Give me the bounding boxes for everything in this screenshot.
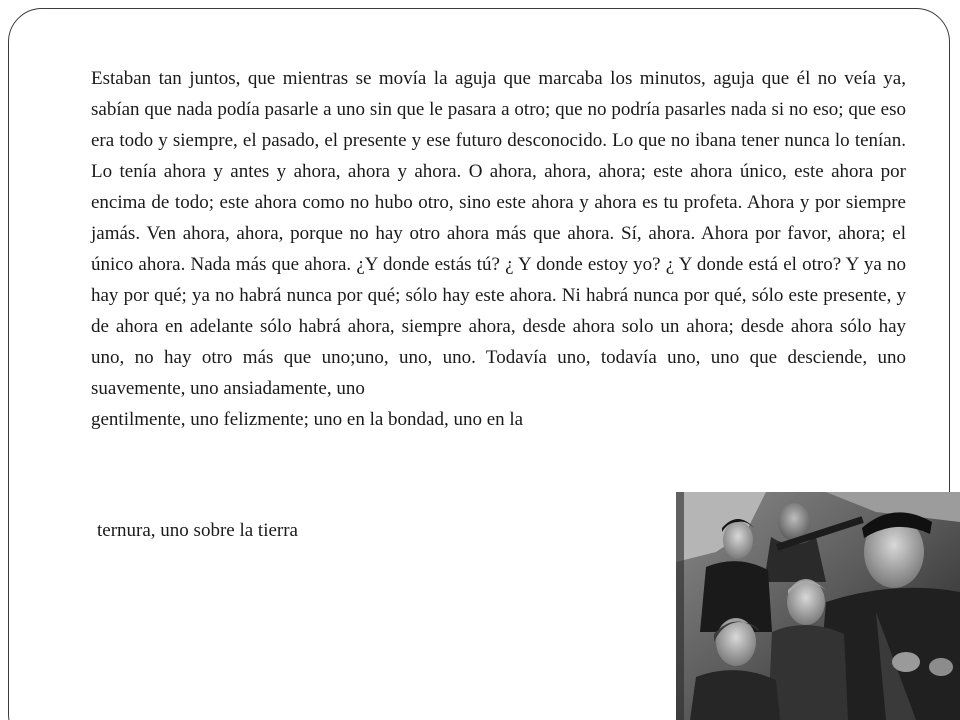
- paragraph-last-line: gentilmente, uno felizmente; uno en la bondad, uno en la: [91, 409, 524, 430]
- paragraph-text: Estaban tan juntos, que mientras se movía la aguja que marcaba los minutos, aguja que él no veía ya, sabían que nada podía pasarle a uno sin que le pasara a otro; que no podría pasarles nada si no eso; que eso era todo y siempre, el pasado, el presente y ese futuro desconocido. Lo que no ibana tener nunca lo tenían. Lo tenía ahora y antes y ahora, ahora y ahora. O ahora, ahora, ahora; este ahora único, este ahora por encima de todo; este ahora como no hubo otro, sino este ahora y ahora es tu profeta. Ahora y por siempre jamás. Ven ahora, ahora, porque no hay otro ahora más que ahora. Sí, ahora. Ahora por favor, ahora; el único ahora. Nada más que ahora. ¿Y donde estás tú? ¿ Y donde estoy yo? ¿ Y donde está el otro? Y ya no hay por qué; ya no habrá nunca por qué; sólo hay este ahora. Ni habrá nunca por qué, sólo este presente, y de ahora en adelante sólo habrá ahora, siempre ahora, desde ahora solo un ahora; desde ahora sólo hay uno, no hay otro más que uno;uno, uno, uno. Todavía uno, todavía uno, uno que desciende, uno suavemente, uno ansiadamente, uno: [91, 68, 906, 399]
- body-paragraph: [91, 63, 906, 435]
- continuation-line: ternura, uno sobre la tierra: [97, 520, 298, 541]
- film-still-photo: [676, 492, 960, 720]
- film-still-illustration: [676, 492, 960, 720]
